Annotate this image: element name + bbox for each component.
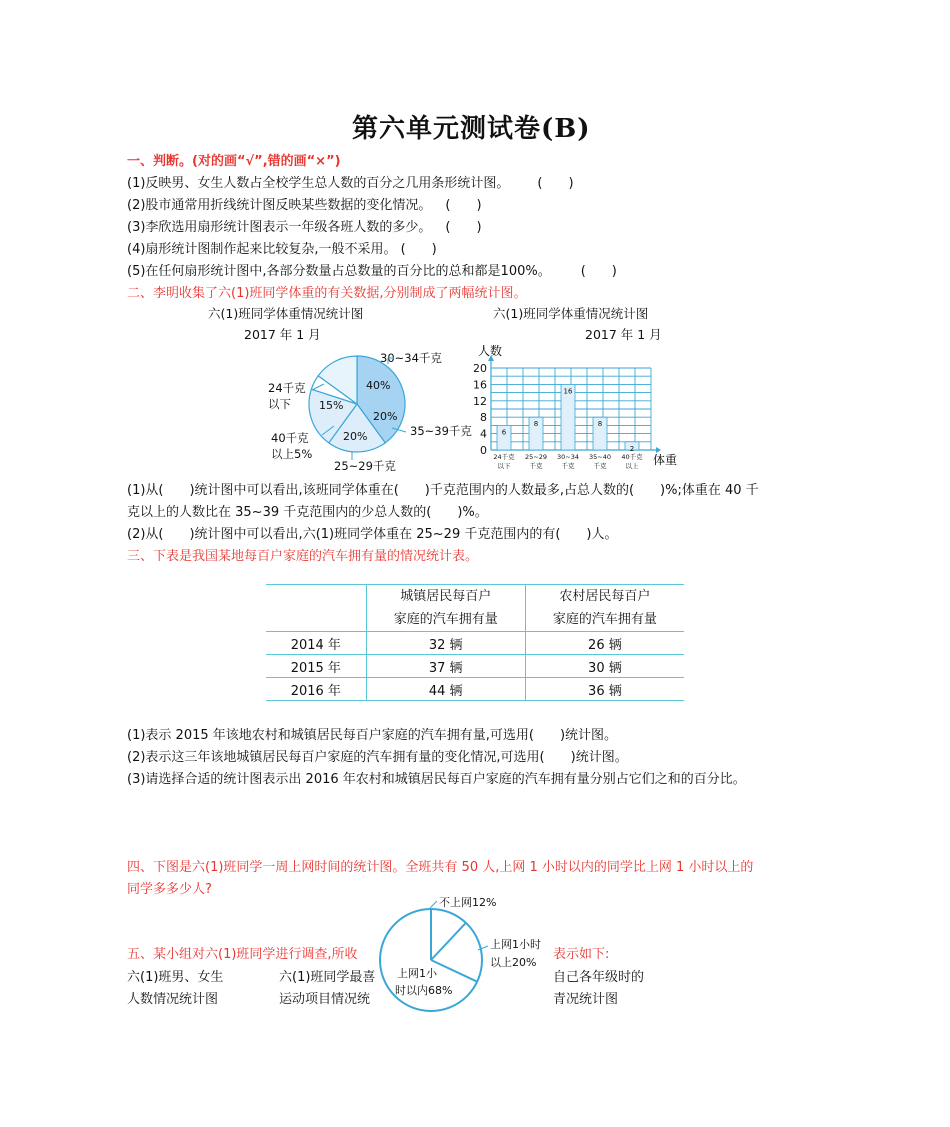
table-row bbox=[266, 678, 684, 701]
weight-pie-chart bbox=[260, 342, 485, 477]
y-tick-label: 12 bbox=[473, 394, 487, 408]
col-header-city: 城镇居民每百户 家庭的汽车拥有量 bbox=[366, 585, 525, 632]
x-tick-label: 25~29 bbox=[525, 453, 547, 461]
outer-label-24-line1: 24千克 bbox=[268, 381, 306, 395]
y-tick-label: 0 bbox=[480, 444, 487, 457]
x-tick-label: 千克 bbox=[561, 462, 575, 470]
judge-item-5: (5)在任何扇形统计图中,各部分数量占总数量的百分比的总和都是100%。 ( ) bbox=[127, 264, 617, 279]
row-year: 2015 年 bbox=[266, 655, 366, 678]
outer-label-30-34: 30~34千克 bbox=[380, 351, 442, 365]
table-row bbox=[266, 655, 684, 678]
x-tick-label: 24千克 bbox=[493, 453, 515, 461]
cell-city: 37 辆 bbox=[366, 655, 525, 678]
x-tick-label: 以下 bbox=[497, 462, 511, 470]
pie-chart-title: 六(1)班同学体重情况统计图 bbox=[208, 306, 364, 321]
judge-item-2: (2)股市通常用折线统计图反映某些数据的变化情况。 ( ) bbox=[127, 198, 482, 213]
pie-chart-date: 2017 年 1 月 bbox=[244, 327, 321, 342]
x-tick-label: 千克 bbox=[593, 462, 607, 470]
label-within-1h-line2: 时以内68% bbox=[395, 984, 453, 997]
cell-rural: 26 辆 bbox=[525, 632, 684, 655]
col-header-rural: 农村居民每百户 家庭的汽车拥有量 bbox=[525, 585, 684, 632]
q2-1-line1: (1)从( )统计图中可以看出,该班同学体重在( )千克范围内的人数最多,占总人数的( )%;体重在 40 千 bbox=[127, 483, 759, 498]
x-tick-label: 35~40 bbox=[589, 453, 611, 461]
answer-blank[interactable]: ( ) bbox=[537, 176, 574, 191]
section-4-heading-line2: 同学多多少人? bbox=[127, 882, 212, 897]
x-axis-label: 体重 bbox=[653, 453, 678, 467]
bar-chart-date: 2017 年 1 月 bbox=[585, 327, 662, 342]
section-3-heading: 三、下表是我国某地每百户家庭的汽车拥有量的情况统计表。 bbox=[127, 549, 479, 564]
q3-1: (1)表示 2015 年该地农村和城镇居民每百户家庭的汽车拥有量,可选用( )统计图。 bbox=[127, 728, 618, 743]
outer-label-25-29: 25~29千克 bbox=[334, 459, 396, 473]
y-tick-label: 16 bbox=[473, 378, 487, 392]
bar-value-label: 2 bbox=[629, 444, 635, 453]
cell-city: 44 辆 bbox=[366, 678, 525, 701]
cell-city: 32 辆 bbox=[366, 632, 525, 655]
weight-bar-chart bbox=[470, 338, 690, 476]
q2-1-line2: 克以上的人数比在 35~39 千克范围内的少总人数的( )%。 bbox=[127, 505, 488, 520]
answer-blank[interactable]: ( ) bbox=[445, 198, 482, 213]
y-tick-label: 20 bbox=[473, 362, 487, 375]
label-over-1h-line2: 以上20% bbox=[490, 956, 537, 969]
x-tick-label: 千克 bbox=[529, 462, 543, 470]
y-tick-label: 4 bbox=[480, 427, 487, 441]
section-1-heading: 一、判断。(对的画“√”,错的画“×”) bbox=[127, 154, 341, 169]
bar-value-label: 6 bbox=[501, 428, 507, 437]
section-2-heading: 二、李明收集了六(1)班同学体重的有关数据,分别制成了两幅统计图。 bbox=[127, 286, 527, 301]
table-row bbox=[266, 632, 684, 655]
x-tick-label: 30~34 bbox=[557, 453, 579, 461]
outer-label-40-line2: 以上5% bbox=[271, 447, 313, 461]
table-corner-cell bbox=[266, 585, 366, 632]
bar-value-label: 8 bbox=[597, 420, 603, 429]
chart-caption-2-line2: 运动项目情况统 bbox=[279, 992, 371, 1007]
slice-label-20b: 20% bbox=[343, 430, 368, 443]
label-no-internet: 不上网12% bbox=[439, 896, 497, 909]
chart-caption-1-line1: 六(1)班男、女生 bbox=[127, 970, 224, 985]
section-5-heading-left: 五、某小组对六(1)班同学进行调查,所收 bbox=[127, 947, 358, 962]
row-year: 2014 年 bbox=[266, 632, 366, 655]
page-title: 第六单元测试卷(B) bbox=[352, 114, 591, 144]
label-over-1h-line1: 上网1小时 bbox=[490, 938, 541, 951]
answer-blank[interactable]: ( ) bbox=[400, 242, 437, 257]
bar-chart-title: 六(1)班同学体重情况统计图 bbox=[493, 306, 649, 321]
chart-caption-3-line1: 自己各年级时的 bbox=[553, 970, 645, 985]
q3-3: (3)请选择合适的统计图表示出 2016 年农村和城镇居民每百户家庭的汽车拥有量分别占它们之和的百分比。 bbox=[127, 772, 746, 787]
section-5-heading-right: 表示如下: bbox=[553, 947, 610, 962]
slice-label-40: 40% bbox=[366, 379, 391, 392]
car-ownership-table bbox=[266, 584, 684, 701]
judge-item-4: (4)扇形统计图制作起来比较复杂,一般不采用。 ( ) bbox=[127, 242, 437, 257]
y-tick-label: 8 bbox=[480, 411, 487, 425]
chart-caption-3-line2: 青况统计图 bbox=[553, 992, 619, 1007]
outer-label-24-line2: 以下 bbox=[268, 397, 291, 411]
q3-2: (2)表示这三年该地城镇居民每百户家庭的汽车拥有量的变化情况,可选用( )统计图。 bbox=[127, 750, 628, 765]
answer-blank[interactable]: ( ) bbox=[580, 264, 617, 279]
q2-2: (2)从( )统计图中可以看出,六(1)班同学体重在 25~29 千克范围内的有( )人。 bbox=[127, 527, 618, 542]
cell-rural: 30 辆 bbox=[525, 655, 684, 678]
bar-value-label: 8 bbox=[533, 420, 539, 429]
answer-blank[interactable]: ( ) bbox=[445, 220, 482, 235]
y-axis-label: 人数 bbox=[478, 344, 503, 358]
chart-caption-1-line2: 人数情况统计图 bbox=[127, 992, 219, 1007]
outer-label-40-line1: 40千克 bbox=[271, 431, 309, 445]
x-tick-label: 40千克 bbox=[621, 453, 643, 461]
section-4-heading-line1: 四、下图是六(1)班同学一周上网时间的统计图。全班共有 50 人,上网 1 小时以内的同学比上网 1 小时以上的 bbox=[127, 860, 754, 875]
judge-item-3: (3)李欣选用扇形统计图表示一年级各班人数的多少。 ( ) bbox=[127, 220, 482, 235]
x-tick-label: 以上 bbox=[625, 462, 639, 470]
slice-label-15: 15% bbox=[319, 399, 344, 412]
bar-value-label: 16 bbox=[563, 387, 573, 396]
chart-caption-2-line1: 六(1)班同学最喜 bbox=[279, 970, 376, 985]
row-year: 2016 年 bbox=[266, 678, 366, 701]
slice-label-20a: 20% bbox=[373, 410, 398, 423]
judge-item-1: (1)反映男、女生人数占全校学生总人数的百分之几用条形统计图。 ( ) bbox=[127, 176, 574, 191]
internet-time-pie-chart bbox=[370, 890, 560, 1020]
label-within-1h-line1: 上网1小 bbox=[397, 967, 437, 980]
cell-rural: 36 辆 bbox=[525, 678, 684, 701]
outer-label-35-39: 35~39千克 bbox=[410, 424, 472, 438]
